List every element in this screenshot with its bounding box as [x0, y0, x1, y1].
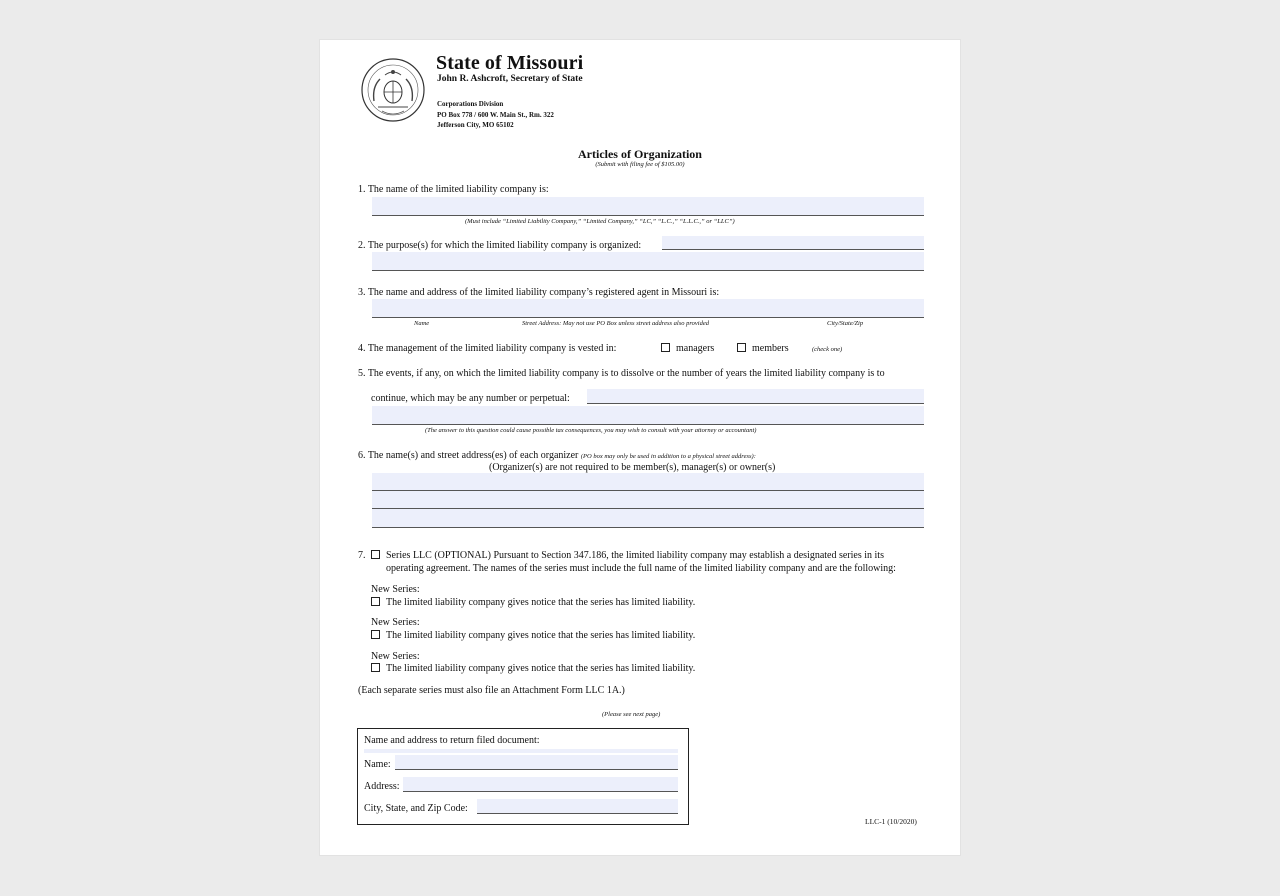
return-address-line: [403, 791, 678, 792]
registered-agent-field[interactable]: [372, 299, 924, 317]
organizer-field-1[interactable]: [372, 473, 924, 490]
managers-option[interactable]: [661, 343, 714, 354]
purpose-field-1[interactable]: [662, 236, 924, 249]
series-notice-2[interactable]: [371, 630, 695, 641]
return-address-field[interactable]: [403, 777, 678, 791]
return-box-shade: [364, 749, 678, 753]
question-4: 4. The management of the limited liability company is vested in:: [358, 343, 617, 354]
form-id: LLC-1 (10/2020): [865, 817, 917, 826]
series-attachment-note: (Each separate series must also file an Attachment Form LLC 1A.): [358, 685, 625, 696]
return-city-line: [477, 813, 678, 814]
members-label: members: [752, 343, 789, 354]
series-llc-checkbox[interactable]: [371, 550, 380, 559]
purpose-line-1: [662, 249, 924, 250]
question-5-note: (The answer to this question could cause possible tax consequences, you may wish to consult with your attorney or accountant): [425, 427, 757, 434]
form-subtitle: (Submit with filing fee of $105.00): [595, 161, 685, 168]
question-6-line2: (Organizer(s) are not required to be member(s), manager(s) or owner(s): [489, 462, 776, 473]
members-checkbox[interactable]: [737, 343, 746, 352]
series-notice-1[interactable]: [371, 597, 695, 608]
series-notice-text-1: The limited liability company gives notice that the series has limited liability.: [386, 597, 696, 608]
series-notice-checkbox-2[interactable]: [371, 630, 380, 639]
question-1-note: (Must include “Limited Liability Company,” “Limited Company,” “LC,” “L.C.,” “L.L.C.,” or “LLC”): [465, 218, 735, 225]
managers-label: managers: [676, 343, 715, 354]
return-name-label: Name:: [364, 759, 391, 770]
dissolution-field-2[interactable]: [372, 406, 924, 424]
form-title: Articles of Organization: [578, 147, 702, 161]
secretary-name: John R. Ashcroft, Secretary of State: [437, 74, 583, 84]
return-name-field[interactable]: [395, 755, 678, 769]
return-box-heading: Name and address to return filed document:: [364, 735, 540, 746]
agent-street-caption: Street Address: May not use PO Box unless street address also provided: [522, 320, 709, 327]
series-notice-text-3: The limited liability company gives notice that the series has limited liability.: [386, 663, 696, 674]
return-name-line: [395, 769, 678, 770]
form-page: [320, 40, 960, 855]
new-series-label-3: New Series:: [371, 651, 420, 662]
agent-city-caption: City/State/Zip: [827, 320, 864, 327]
llc-name-line: [372, 215, 924, 216]
question-1: 1. The name of the limited liability company is:: [358, 184, 549, 195]
question-7-line1: Series LLC (OPTIONAL) Pursuant to Section 347.186, the limited liability company may establish a designated series in its: [386, 550, 884, 561]
check-one-note: (check one): [812, 346, 843, 353]
purpose-line-2: [372, 270, 924, 271]
new-series-label-2: New Series:: [371, 617, 420, 628]
managers-checkbox[interactable]: [661, 343, 670, 352]
question-5-line2: continue, which may be any number or perpetual:: [371, 393, 570, 404]
dissolution-line-1: [587, 403, 924, 404]
registered-agent-line: [372, 317, 924, 318]
return-city-label: City, State, and Zip Code:: [364, 803, 468, 814]
purpose-field-2[interactable]: [372, 252, 924, 270]
question-6-note: (PO box may only be used in addition to a physical street address):: [580, 453, 756, 460]
dissolution-field-1[interactable]: [587, 389, 924, 403]
organizer-line-3: [372, 527, 924, 528]
state-title: State of Missouri: [436, 52, 584, 74]
see-next-page: (Please see next page): [602, 711, 661, 718]
return-address-label: Address:: [364, 781, 400, 792]
series-llc-option[interactable]: [371, 550, 884, 561]
series-notice-text-2: The limited liability company gives notice that the series has limited liability.: [386, 630, 696, 641]
question-7-line2: operating agreement. The names of the series must include the full name of the limited liability company and are the following:: [386, 563, 896, 574]
question-5-line1: 5. The events, if any, on which the limited liability company is to dissolve or the number of years the limited liability company is to: [358, 368, 885, 379]
question-7-number: 7.: [358, 550, 366, 561]
division-address-line1: PO Box 778 / 600 W. Main St., Rm. 322: [437, 111, 554, 119]
organizer-field-3[interactable]: [372, 509, 924, 527]
dissolution-line-2: [372, 424, 924, 425]
series-notice-3[interactable]: [371, 663, 695, 674]
return-address-box: [357, 728, 689, 825]
state-seal-icon: [360, 57, 426, 123]
llc-name-field[interactable]: [372, 197, 924, 215]
question-2: 2. The purpose(s) for which the limited liability company is organized:: [358, 240, 642, 251]
return-city-field[interactable]: [477, 799, 678, 813]
series-notice-checkbox-3[interactable]: [371, 663, 380, 672]
agent-name-caption: Name: [414, 320, 430, 327]
organizer-field-2[interactable]: [372, 491, 924, 508]
question-6: [358, 450, 756, 461]
members-option[interactable]: [737, 343, 789, 354]
series-notice-checkbox-1[interactable]: [371, 597, 380, 606]
division-name: Corporations Division: [437, 100, 504, 108]
question-3: 3. The name and address of the limited liability company’s registered agent in Missouri is:: [358, 287, 720, 298]
division-address-line2: Jefferson City, MO 65102: [437, 121, 514, 129]
new-series-label-1: New Series:: [371, 584, 420, 595]
question-6-text: 6. The name(s) and street address(es) of each organizer: [358, 450, 579, 461]
